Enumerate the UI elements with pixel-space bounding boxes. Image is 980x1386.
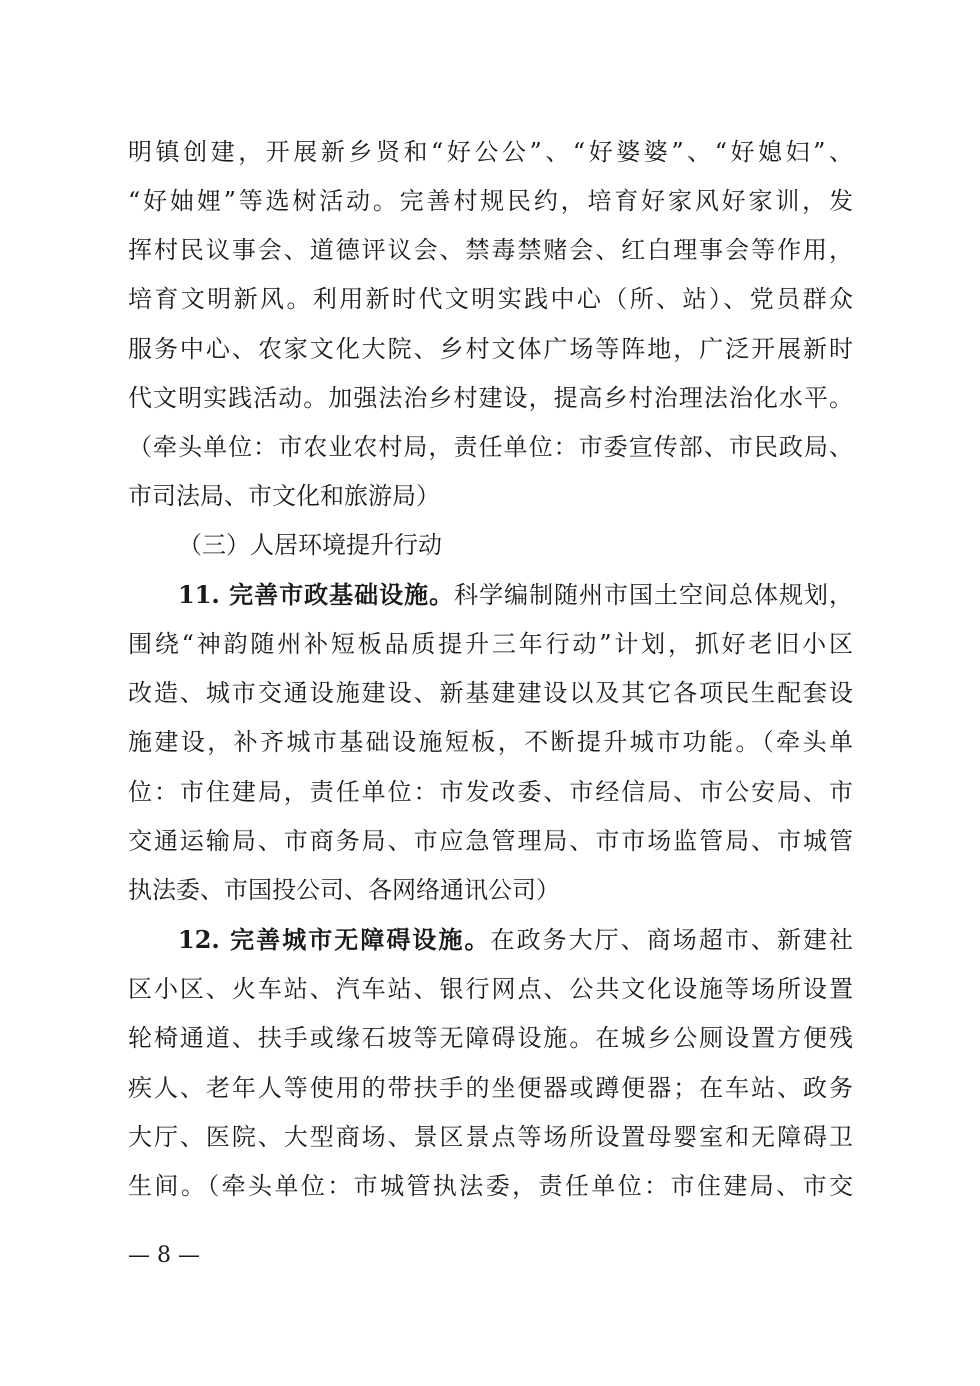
text-line: 代文明实践活动。加强法治乡村建设，提高乡村治理法治化水平。 xyxy=(128,384,853,412)
text-line: 挥村民议事会、道德评议会、禁毒禁赌会、红白理事会等作用， xyxy=(128,236,853,264)
text-line: “好妯娌”等选树活动。完善村规民约，培育好家风好家训，发 xyxy=(128,187,853,215)
text-line: 市司法局、市文化和旅游局） xyxy=(128,482,440,510)
page-number: — 8 — xyxy=(128,1243,200,1268)
item-12-first-line-text: 在政务大厅、商场超市、新建社 xyxy=(490,926,854,954)
text-line: 大厅、医院、大型商场、景区景点等场所设置母婴室和无障碍卫 xyxy=(128,1123,853,1151)
item-11-first-line xyxy=(178,575,853,615)
text-line: 施建设，补齐城市基础设施短板，不断提升城市功能。（牵头单 xyxy=(128,728,853,756)
item-11-first-line-text: 科学编制随州市国土空间总体规划， xyxy=(454,581,854,609)
text-line: 位：市住建局，责任单位：市发改委、市经信局、市公安局、市 xyxy=(128,778,853,806)
text-line: 围绕“神韵随州补短板品质提升三年行动”计划，抓好老旧小区 xyxy=(128,630,853,658)
section-heading: （三）人居环境提升行动 xyxy=(178,531,442,559)
text-line: 交通运输局、市商务局、市应急管理局、市市场监管局、市城管 xyxy=(128,827,853,855)
text-line: 区小区、火车站、汽车站、银行网点、公共文化设施等场所设置 xyxy=(128,975,853,1003)
text-line: （牵头单位：市农业农村局，责任单位：市委宣传部、市民政局、 xyxy=(128,433,853,461)
text-line: 生间。（牵头单位：市城管执法委，责任单位：市住建局、市交 xyxy=(128,1172,853,1200)
text-line: 执法委、市国投公司、各网络通讯公司） xyxy=(128,876,560,904)
item-11-title: 11. 完善市政基础设施。 xyxy=(178,580,455,609)
item-12-title: 12. 完善城市无障碍设施。 xyxy=(178,925,491,954)
text-line: 明镇创建，开展新乡贤和“好公公”、“好婆婆”、“好媳妇”、 xyxy=(128,138,853,166)
text-line: 服务中心、农家文化大院、乡村文体广场等阵地，广泛开展新时 xyxy=(128,335,853,363)
text-line: 培育文明新风。利用新时代文明实践中心（所、站）、党员群众 xyxy=(128,285,853,313)
text-line: 轮椅通道、扶手或缘石坡等无障碍设施。在城乡公厕设置方便残 xyxy=(128,1024,853,1052)
text-line: 改造、城市交通设施建设、新基建建设以及其它各项民生配套设 xyxy=(128,679,853,707)
text-line: 疾人、老年人等使用的带扶手的坐便器或蹲便器；在车站、政务 xyxy=(128,1074,853,1102)
item-12-first-line xyxy=(178,920,853,960)
